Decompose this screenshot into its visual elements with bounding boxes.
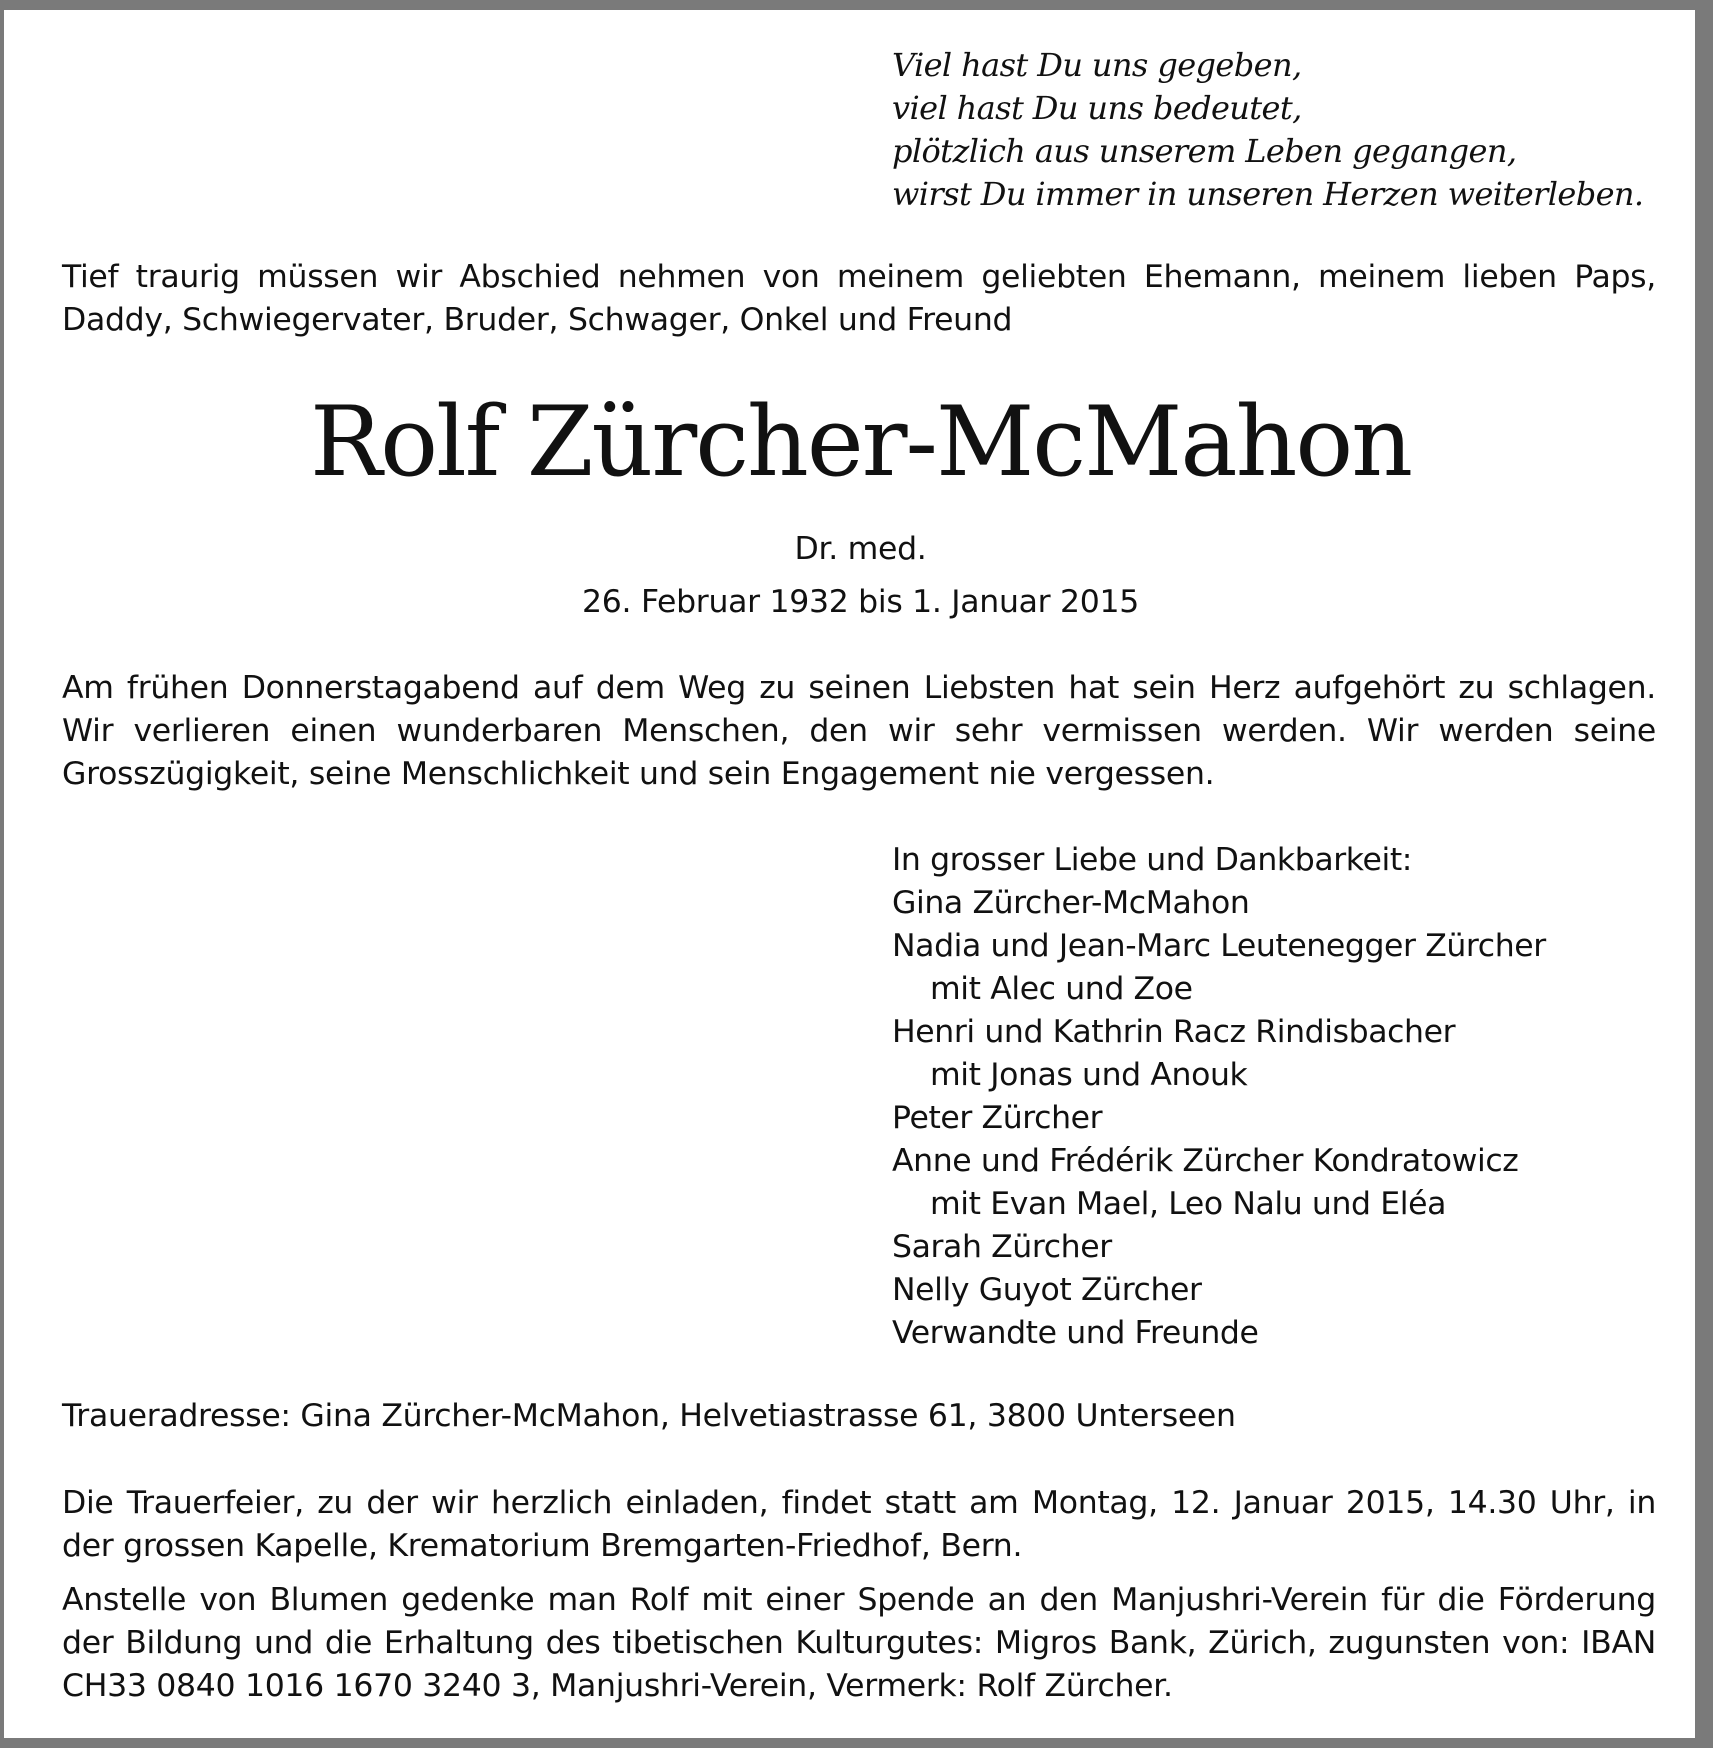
mourner-line: Sarah Zürcher (892, 1229, 1112, 1265)
mourning-address: Traueradresse: Gina Zürcher-McMahon, Helvetiastrasse 61, 3800 Unterseen (62, 1398, 1236, 1434)
poem-line: Viel hast Du uns gegeben, (892, 46, 1302, 84)
deceased-name: Rolf Zürcher-McMahon (309, 386, 1412, 498)
mourner-line: Gina Zürcher-McMahon (892, 885, 1250, 921)
intro-text: Tief traurig müssen wir Abschied nehmen von meinem geliebten Ehemann, meinem lieben Paps, Daddy, Schwiegervater, Bruder, Schwager, Onkel und Freund (62, 259, 1656, 338)
poem-line: viel hast Du uns bedeutet, (892, 89, 1302, 127)
mourner-line: Henri und Kathrin Racz Rindisbacher (892, 1014, 1456, 1050)
mourner-children-line: mit Alec und Zoe (930, 971, 1193, 1007)
poem (892, 44, 1644, 216)
mourner-line: Verwandte und Freunde (892, 1315, 1259, 1351)
life-dates: 26. Februar 1932 bis 1. Januar 2015 (582, 584, 1139, 620)
obituary-notice (4, 10, 1695, 1738)
tribute-paragraph: Am frühen Donnerstagabend auf dem Weg zu seinen Liebsten hat sein Herz aufgehört zu schlagen. Wir verlieren einen wunderbaren Menschen, den wir sehr vermissen werden. Wir werden seine Grosszügigkeit, seine Menschlichkeit und sein Engagement nie vergessen. (62, 670, 1656, 792)
mourner-line: Nelly Guyot Zürcher (892, 1272, 1202, 1308)
poem-line: plötzlich aus unserem Leben gegangen, (892, 132, 1517, 170)
mourner-line: Anne und Frédérik Zürcher Kondratowicz (892, 1143, 1519, 1179)
mourners-list (892, 839, 1546, 1355)
mourner-line: Nadia und Jean-Marc Leutenegger Zürcher (892, 928, 1546, 964)
poem-line: wirst Du immer in unseren Herzen weiterleben. (892, 175, 1644, 213)
ceremony-info: Die Trauerfeier, zu der wir herzlich einladen, findet statt am Montag, 12. Januar 2015, 14.30 Uhr, in der grossen Kapelle, Krematorium Bremgarten-Friedhof, Bern. (62, 1485, 1656, 1564)
deceased-title: Dr. med. (794, 531, 927, 567)
mourners-heading: In grosser Liebe und Dankbarkeit: (892, 842, 1412, 878)
mourner-children-line: mit Evan Mael, Leo Nalu und Eléa (930, 1186, 1446, 1222)
mourner-children-line: mit Jonas und Anouk (930, 1057, 1248, 1093)
donation-info: Anstelle von Blumen gedenke man Rolf mit einer Spende an den Manjushri-Verein für die Förderung der Bildung und die Erhaltung des tibetischen Kulturgutes: Migros Bank, Zürich, zugunsten von: IBAN CH33 0840 1016 1670 3240 3, Manjushri-Verein, Vermerk: Rolf Zürcher. (62, 1582, 1656, 1704)
mourner-line: Peter Zürcher (892, 1100, 1103, 1136)
